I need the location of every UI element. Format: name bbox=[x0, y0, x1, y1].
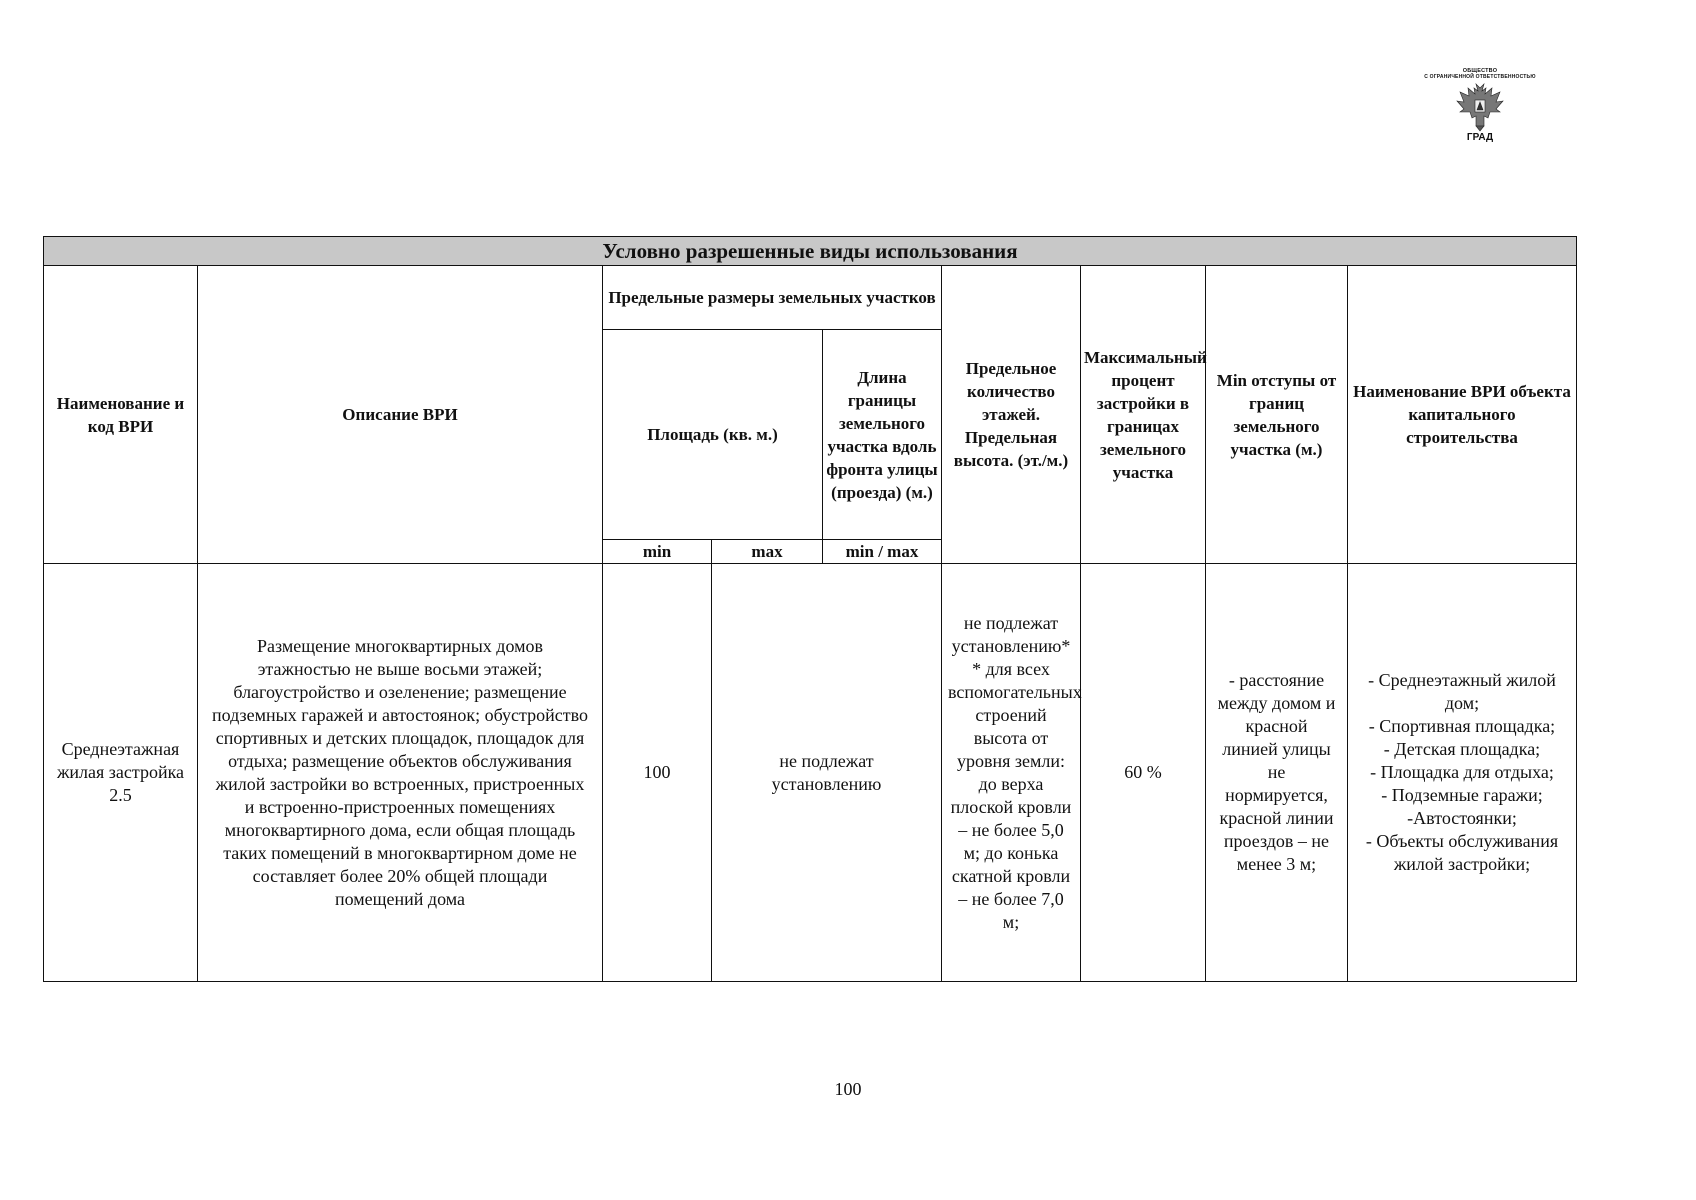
header-setbacks: Min отступы от границ земельного участка (м.) bbox=[1206, 266, 1348, 564]
header-max-percent: Максимальный процент застройки в границах земельного участка bbox=[1081, 266, 1206, 564]
cell-name-code: Среднеэтажная жилая застройка 2.5 bbox=[44, 564, 198, 982]
cell-max-percent: 60 % bbox=[1081, 564, 1206, 982]
cell-area-max-frontage: не подлежат установлению bbox=[712, 564, 942, 982]
header-limit-sizes: Предельные размеры земельных участков bbox=[603, 266, 942, 330]
header-object-name: Наименование ВРИ объекта капитального строительства bbox=[1348, 266, 1577, 564]
page-number: 100 bbox=[834, 1079, 862, 1099]
table-row bbox=[44, 564, 1577, 982]
header-floors: Предельное количество этажей. Предельная высота. (эт./м.) bbox=[942, 266, 1081, 564]
cell-setbacks: - расстояние между домом и красной линией улицы не нормируется, красной линии проездов – не менее 3 м; bbox=[1206, 564, 1348, 982]
cell-objects: - Среднеэтажный жилой дом; - Спортивная площадка; - Детская площадка; - Площадка для отдыха; - Подземные гаражи; -Автостоянки; - Объекты обслуживания жилой застройки; bbox=[1348, 564, 1577, 982]
cell-floors: не подлежат установлению* * для всех вспомогательных строений высота от уровня земли: до верха плоской кровли – не более 5,0 м; до конька скатной кровли – не более 7,0 м; bbox=[942, 564, 1081, 982]
header-frontage: Длина границы земельного участка вдоль фронта улицы (проезда) (м.) bbox=[823, 330, 942, 540]
logo-line-2: С ОГРАНИЧЕННОЙ ОТВЕТСТВЕННОСТЬЮ bbox=[1424, 74, 1536, 80]
table-title: Условно разрешенные виды использования bbox=[44, 237, 1577, 266]
header-name-code: Наименование и код ВРИ bbox=[44, 266, 198, 564]
eagle-emblem-icon bbox=[1454, 82, 1506, 132]
permitted-uses-table bbox=[43, 236, 1577, 982]
header-max: max bbox=[712, 540, 823, 564]
logo-name: ГРАД bbox=[1466, 132, 1494, 143]
cell-description: Размещение многоквартирных домов этажностью не выше восьми этажей; благоустройство и озеленение; размещение подземных гаражей и автостоянок; обустройство спортивных и детских площадок, площадок для отдыха; размещение объектов обслуживания жилой застройки во встроенных, пристроенных и встроенно-пристроенных помещениях многоквартирного дома, если общая площадь таких помещений в многоквартирном доме не составляет более 20% общей площади помещений дома bbox=[198, 564, 603, 982]
header-row-1 bbox=[44, 266, 1577, 330]
logo-line-1: ОБЩЕСТВО bbox=[1462, 68, 1498, 74]
company-logo bbox=[1390, 68, 1570, 158]
header-min: min bbox=[603, 540, 712, 564]
header-description: Описание ВРИ bbox=[198, 266, 603, 564]
table-title-row bbox=[44, 237, 1577, 266]
header-area: Площадь (кв. м.) bbox=[603, 330, 823, 540]
header-min-max: min / max bbox=[823, 540, 942, 564]
cell-area-min: 100 bbox=[603, 564, 712, 982]
